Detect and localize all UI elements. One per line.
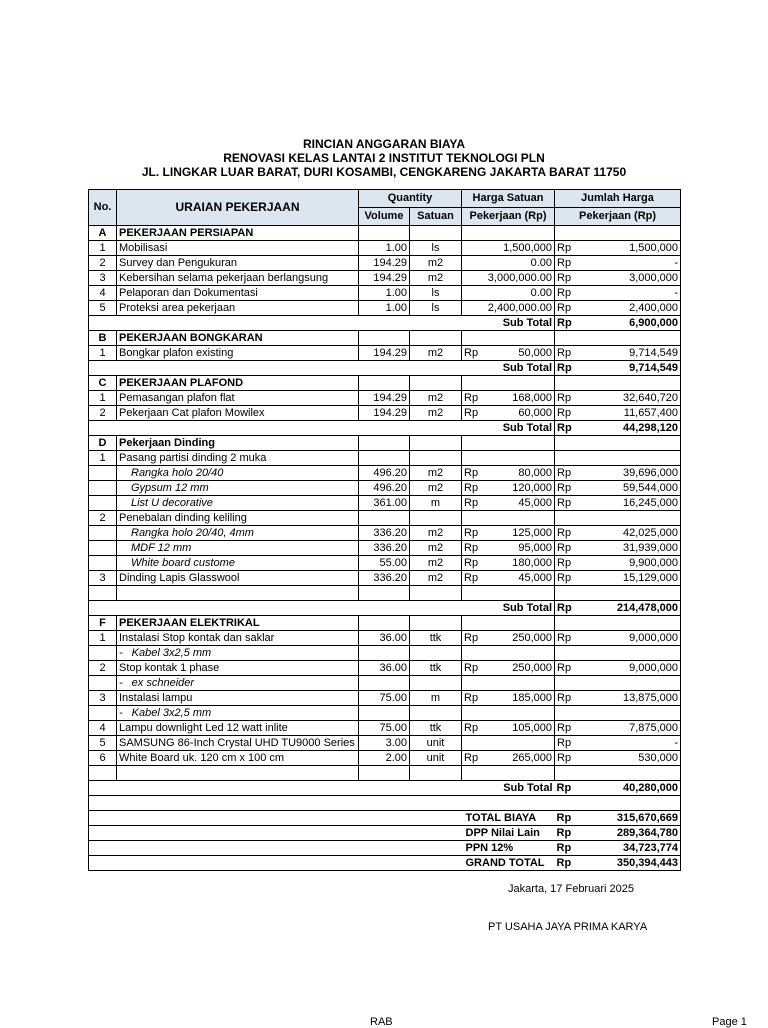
page-number: Page 1 — [712, 1016, 747, 1028]
dash: - — [119, 706, 123, 719]
empty-row — [89, 586, 681, 601]
section-header-d: D Pekerjaan Dinding — [89, 436, 681, 451]
table-row: 1 Pemasangan plafon flat 194.29 m2 Rp 168,000 Rp 32,640,720 — [89, 391, 681, 406]
document-title — [0, 137, 768, 179]
dash: - — [119, 646, 123, 659]
table-row — [89, 676, 681, 691]
table-row: 1 Instalasi Stop kontak dan saklar 36.00 ttk Rp 250,000 Rp 9,000,000 — [89, 631, 681, 646]
title-line-2: RENOVASI KELAS LANTAI 2 INSTITUT TEKNOLOGI PLN — [223, 151, 545, 165]
sub-item-label: ex schneider — [131, 676, 195, 689]
table-row: 2 Survey dan Pengukuran 194.29 m2 0.00 Rp - — [89, 256, 681, 271]
header-jumlah-1: Jumlah Harga — [555, 190, 681, 208]
table-row: Rangka holo 20/40 496.20 m2 Rp 80,000 Rp 39,696,000 — [89, 466, 681, 481]
table-row: Gypsum 12 mm 496.20 m2 Rp 120,000 Rp 59,544,000 — [89, 481, 681, 496]
header-harga-satuan-1: Harga Satuan — [462, 190, 555, 208]
subtotal-row-f: Sub Total Rp 40,280,000 — [89, 781, 681, 796]
sub-item-label: Kabel 3x2,5 mm — [131, 706, 212, 719]
dpp-row: DPP Nilai Lain Rp 289,364,780 — [89, 826, 681, 841]
table-row: 4 Pelaporan dan Dokumentasi 1.00 ls 0.00 Rp - — [89, 286, 681, 301]
table-row: MDF 12 mm 336.20 m2 Rp 95,000 Rp 31,939,000 — [89, 541, 681, 556]
section-header-a: A PEKERJAAN PERSIAPAN — [89, 226, 681, 241]
empty-row — [89, 766, 681, 781]
header-jumlah-2: Pekerjaan (Rp) — [555, 208, 681, 226]
title-line-1: RINCIAN ANGGARAN BIAYA — [302, 137, 466, 151]
header-volume: Volume — [359, 208, 410, 226]
page-label: RAB — [370, 1016, 393, 1028]
table-row: 3 Kebersihan selama pekerjaan berlangsung 194.29 m2 3,000,000.00 Rp 3,000,000 — [89, 271, 681, 286]
rab-table — [88, 189, 681, 871]
section-header-f: F PEKERJAAN ELEKTRIKAL — [89, 616, 681, 631]
table-row: 2 Stop kontak 1 phase 36.00 ttk Rp 250,000 Rp 9,000,000 — [89, 661, 681, 676]
table-row: 2 Pekerjaan Cat plafon Mowilex 194.29 m2 Rp 60,000 Rp 11,657,400 — [89, 406, 681, 421]
total-biaya-row: TOTAL BIAYA Rp 315,670,669 — [89, 811, 681, 826]
table-row — [89, 646, 681, 661]
header-row-1 — [89, 190, 681, 208]
table-row: 6 White Board uk. 120 cm x 100 cm 2.00 unit Rp 265,000 Rp 530,000 — [89, 751, 681, 766]
table-row: 2 Penebalan dinding keliling — [89, 511, 681, 526]
table-row: White board custome 55.00 m2 Rp 180,000 Rp 9,900,000 — [89, 556, 681, 571]
section-header-b: B PEKERJAAN BONGKARAN — [89, 331, 681, 346]
table-row: 3 Dinding Lapis Glasswool 336.20 m2 Rp 45,000 Rp 15,129,000 — [89, 571, 681, 586]
section-header-c: C PEKERJAAN PLAFOND — [89, 376, 681, 391]
ppn-row: PPN 12% Rp 34,723,774 — [89, 841, 681, 856]
table-row: 1 Mobilisasi 1.00 ls 1,500,000 Rp 1,500,000 — [89, 241, 681, 256]
title-line-3: JL. LINGKAR LUAR BARAT, DURI KOSAMBI, CENGKARENG JAKARTA BARAT 11750 — [141, 165, 627, 179]
subtotal-row-d: Sub Total Rp 214,478,000 — [89, 601, 681, 616]
header-no: No. — [89, 190, 117, 226]
header-quantity: Quantity — [359, 190, 462, 208]
table-row: Rangka holo 20/40, 4mm 336.20 m2 Rp 125,000 Rp 42,025,000 — [89, 526, 681, 541]
table-row: List U decorative 361.00 m Rp 45,000 Rp 16,245,000 — [89, 496, 681, 511]
table-row: 5 SAMSUNG 86-Inch Crystal UHD TU9000 Series 3.00 unit Rp - — [89, 736, 681, 751]
company-name: PT USAHA JAYA PRIMA KARYA — [488, 921, 648, 933]
subtotal-row-a: Sub Total Rp 6,900,000 — [89, 316, 681, 331]
header-satuan: Satuan — [410, 208, 462, 226]
dash: - — [119, 676, 123, 689]
grand-total-row: GRAND TOTAL Rp 350,394,443 — [89, 856, 681, 871]
table-row — [89, 706, 681, 721]
table-row: 4 Lampu downlight Led 12 watt inlite 75.00 ttk Rp 105,000 Rp 7,875,000 — [89, 721, 681, 736]
header-harga-satuan-2: Pekerjaan (Rp) — [462, 208, 555, 226]
subtotal-row-c: Sub Total Rp 44,298,120 — [89, 421, 681, 436]
table-row: 5 Proteksi area pekerjaan 1.00 ls 2,400,000.00 Rp 2,400,000 — [89, 301, 681, 316]
table-row: 1 Bongkar plafon existing 194.29 m2 Rp 50,000 Rp 9,714,549 — [89, 346, 681, 361]
sub-item-label: Kabel 3x2,5 mm — [131, 646, 212, 659]
table-row: 1 Pasang partisi dinding 2 muka — [89, 451, 681, 466]
place-date: Jakarta, 17 Februari 2025 — [508, 883, 634, 895]
empty-row — [89, 796, 681, 811]
subtotal-row-b: Sub Total Rp 9,714,549 — [89, 361, 681, 376]
header-uraian: URAIAN PEKERJAAN — [117, 190, 359, 226]
table-row: 3 Instalasi lampu 75.00 m Rp 185,000 Rp 13,875,000 — [89, 691, 681, 706]
